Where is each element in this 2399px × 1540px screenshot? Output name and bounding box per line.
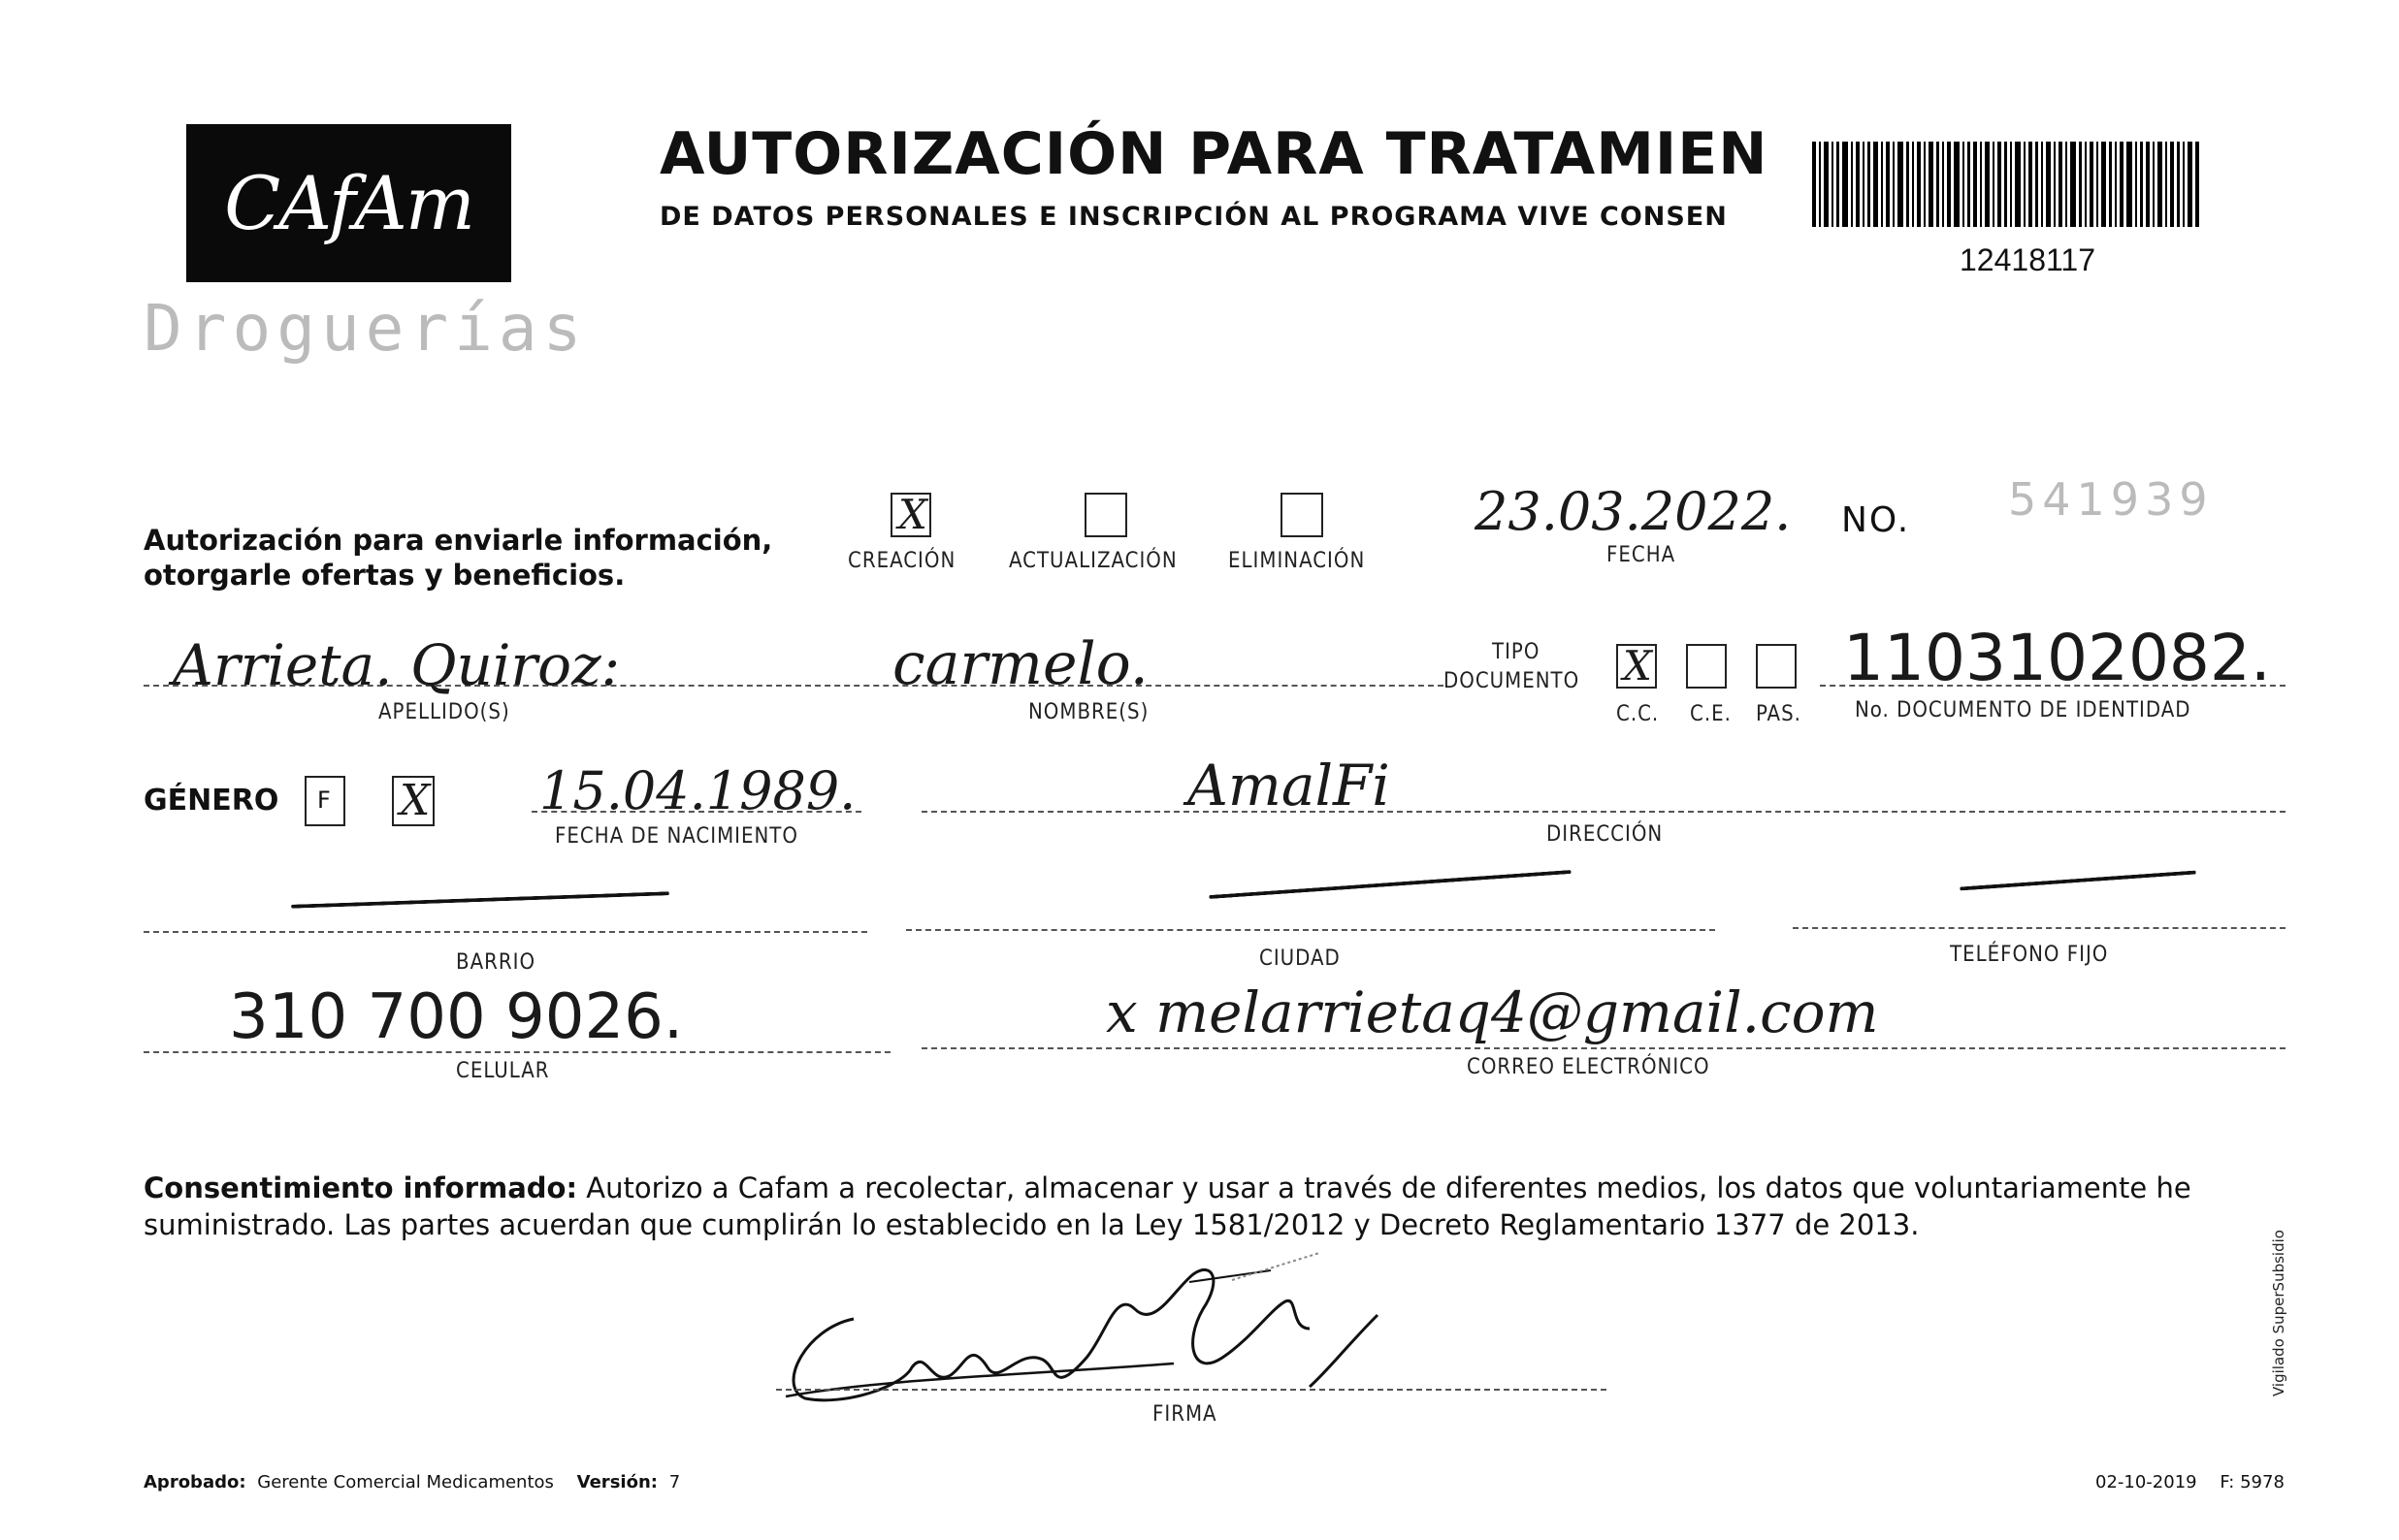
version-value: 7 [668,1472,681,1492]
eliminacion-checkbox[interactable] [1281,493,1323,537]
fecha-nacimiento-value[interactable]: 15.04.1989. [539,760,857,821]
logo-subtitle: Droguerías [144,291,588,366]
side-stamp: Vigilado SuperSubsidio [2270,1230,2287,1396]
footer-code: F: 5978 [2220,1472,2285,1492]
ciudad-label: CIUDAD [1259,946,1341,971]
pas-label: PAS. [1756,702,1801,726]
creacion-label: CREACIÓN [848,549,956,573]
nombres-label: NOMBRE(S) [1028,700,1150,724]
footer-left [144,1472,680,1492]
intro-line-2: otorgarle ofertas y beneficios. [144,559,626,592]
consent-line-2: suministrado. Las partes acuerdan que cumplirán lo establecido en la Ley 1581/2012 y Decreto Reglamentario 1377 de 2013. [144,1208,1920,1241]
nombres-value[interactable]: carmelo. [892,630,1149,698]
footer-right [2095,1472,2285,1492]
documento-label: No. DOCUMENTO DE IDENTIDAD [1855,698,2191,722]
version-label: Versión: [576,1472,658,1492]
cc-checkbox[interactable] [1616,644,1657,689]
eliminacion-label: ELIMINACIÓN [1228,549,1366,573]
barcode-number: 12418117 [1960,242,2095,277]
consent-line-1: Autorizo a Cafam a recolectar, almacenar y usar a través de diferentes medios, los datos que voluntariamente he [577,1171,2191,1204]
firma-line[interactable] [776,1389,1606,1391]
signature [766,1251,1523,1426]
creacion-check-mark: X [898,491,927,538]
direccion-value[interactable]: AmalFi [1187,753,1390,818]
barrio-stroke [291,891,669,909]
genero-m-checkbox[interactable] [392,776,435,826]
tipo-label-1: TIPO [1492,640,1540,664]
ce-label: C.E. [1690,702,1732,726]
genero-label: GÉNERO [144,784,279,818]
numero-label: NO. [1841,500,1911,540]
aprobado-value: Gerente Comercial Medicamentos [257,1472,554,1492]
firma-label: FIRMA [1152,1402,1217,1427]
tipo-label-2: DOCUMENTO [1443,669,1580,693]
direccion-label: DIRECCIÓN [1546,822,1664,847]
telefono-field[interactable] [1793,927,2286,929]
fecha-label: FECHA [1606,543,1676,567]
logo-text: CAfAm [224,160,473,246]
celular-label: CELULAR [456,1059,550,1083]
footer-date: 02-10-2019 [2095,1472,2197,1492]
cafam-logo [186,124,511,282]
actualizacion-label: ACTUALIZACIÓN [1009,549,1178,573]
genero-f-label: F [317,786,331,814]
fecha-nacimiento-label: FECHA DE NACIMIENTO [555,824,798,849]
apellidos-value[interactable]: Arrieta. Quiroz: [173,632,621,698]
actualizacion-checkbox[interactable] [1085,493,1127,537]
genero-m-check-mark: X [400,776,431,825]
page-subtitle: DE DATOS PERSONALES E INSCRIPCIÓN AL PROGRAMA VIVE CONSEN [660,202,1728,232]
genero-f-checkbox[interactable] [305,776,345,826]
telefono-label: TELÉFONO FIJO [1950,943,2109,967]
consent-heading: Consentimiento informado: [144,1171,578,1204]
apellidos-label: APELLIDO(S) [378,700,510,724]
barrio-label: BARRIO [456,950,536,975]
documento-value[interactable]: 1103102082. [1843,621,2271,695]
telefono-stroke [1960,870,2196,890]
ciudad-stroke [1209,870,1571,899]
celular-value[interactable]: 310 700 9026. [229,981,684,1053]
barcode [1812,142,2202,227]
consent-text [144,1170,2278,1243]
ce-checkbox[interactable] [1686,644,1727,689]
creacion-checkbox[interactable] [891,493,931,537]
barrio-field[interactable] [144,931,867,933]
pas-checkbox[interactable] [1756,644,1797,689]
aprobado-label: Aprobado: [144,1472,246,1492]
numero-value: 541939 [2008,473,2214,526]
page-title: AUTORIZACIÓN PARA TRATAMIEN [660,120,1768,188]
email-value[interactable]: x melarrietaq4@gmail.com [1106,979,1879,1045]
cc-check-mark: X [1623,642,1652,690]
cc-label: C.C. [1616,702,1660,726]
email-label: CORREO ELECTRÓNICO [1467,1055,1710,1079]
intro-line-1: Autorización para enviarle información, [144,524,773,557]
fecha-value[interactable]: 23.03.2022. [1475,481,1792,542]
ciudad-field[interactable] [906,929,1715,931]
